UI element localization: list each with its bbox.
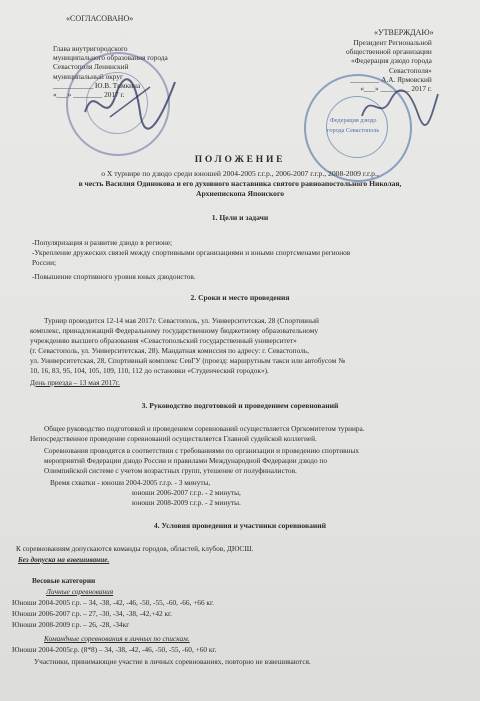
approval-left-line: муниципального образования города: [53, 53, 168, 63]
weight-category: Юноши 2008-2009 г.р. – 26, -28, -34кг: [12, 620, 130, 629]
bout-time: Время схватки - юноши 2004-2005 г.г.р. - 3 минуты,: [50, 478, 211, 487]
section-heading: 4. Условия проведения и участники соревнований: [153, 521, 327, 530]
section-heading: 1. Цели и задачи: [211, 213, 269, 222]
management-line: Общее руководство подготовкой и проведением соревнований осуществляется Оргкомитетом турнира.: [44, 424, 365, 433]
document-subtitle-line: Архиепископа Японского: [195, 189, 285, 198]
management-line: Непосредственное проведение соревнований осуществляется Главной судейской коллегией.: [30, 434, 317, 443]
approval-left-line: Севастополя Ленинский: [53, 62, 129, 72]
dates-line: Турнир проводится 12-14 мая 2017г. Севастополь, ул. Университетская, 28 (Спортивный: [44, 316, 319, 325]
dates-line: 10, 16, 83, 95, 104, 105, 109, 110, 112 до остановки «Студенческий городок»).: [30, 366, 269, 375]
goals-item: России;: [32, 258, 57, 267]
arrival-date: День приезда – 13 мая 2017г.: [30, 378, 120, 387]
approval-left-line: муниципальный округ: [53, 71, 123, 81]
bout-time: юноши 2006-2007 г.г.р. - 2 минуты,: [132, 488, 241, 497]
signature-left: [80, 72, 180, 132]
approval-right-line: общественной организации: [346, 47, 432, 57]
approval-left-line: ___________ Ю.В. Тимкина: [53, 80, 141, 90]
goals-item: -Укрепление дружеских связей между спортивными организациями и юными спортсменами регионов: [32, 248, 351, 257]
approval-right-title: «УТВЕРЖДАЮ»: [374, 28, 434, 37]
approval-left-line: Глава внутригородского: [53, 44, 128, 53]
management-line: Олимпийской системе с учетом возрастных групп, утешение от полуфиналистов.: [44, 466, 297, 475]
goals-item: -Популяризация и развитие дзюдо в регионе;: [32, 238, 173, 247]
approval-left-line: «___» ________ 2017 г.: [53, 90, 125, 100]
dates-line: комплекс, принадлежащий Федеральному государственному бюджетному образовательному: [30, 326, 318, 335]
bout-time: юноши 2008-2009 г.г.р. - 2 минуты.: [132, 498, 241, 507]
dates-line: учреждению высшего образования «Севастопольский государственный университет»: [30, 336, 297, 345]
dates-line: ул. Университетская, 28, Спортивный комплекс СевГУ (проезд: маршрутным такси или автобусом №: [30, 356, 346, 365]
team-weights: Юноши 2004-2005г.р. (8*8) – 34, -38, -42, -46, -50, -55, -60, +60 кг.: [12, 645, 217, 654]
weights-heading: Весовые категории: [32, 576, 96, 585]
document-subtitle-line: о X турнире по дзюдо среди юношей 2004-2005 г.г.р., 2006-2007 г.г.р., 2008-2009 г.г.р.,: [101, 169, 379, 178]
eligibility-line: К соревнованиям допускаются команды городов, областей, клубов, ДЮСШ.: [16, 544, 254, 553]
weight-category: Юноши 2004-2005 г.р. – 34, -38, -42, -46, -50, -55, -60, -66, +66 кг.: [12, 598, 214, 607]
dates-line: (г. Севастополь, ул. Университетская, 28). Мандатная комиссия по адресу: г. Севастополь,: [30, 346, 309, 355]
stamp-right-text: Федерация дзюдо: [330, 117, 377, 124]
signature-right: [360, 86, 440, 126]
approval-right-line: ________ А.А. Ярмовский: [350, 74, 432, 84]
approval-right-line: Президент Региональной: [353, 38, 432, 47]
document-title: ПОЛОЖЕНИЕ: [194, 155, 286, 165]
approval-right-line: Севастополя»: [388, 65, 432, 75]
goals-item: -Повышение спортивного уровня юных дзюдоистов.: [32, 272, 196, 281]
weight-category: Юноши 2006-2007 г.р. – 27, -30, -34, -38, -42,+42 кг.: [12, 609, 173, 618]
section-heading: 3. Руководство подготовкой и проведением соревнований: [141, 401, 339, 410]
document-subtitle-line: в честь Василия Одинокова и его духовного наставника святого равноапостольного Николая,: [78, 179, 402, 188]
approval-right-line: «Федерация дзюдо города: [351, 56, 432, 66]
management-line: Соревнования проводятся в соответствии с требованиями по организации и проведению спортивных: [44, 446, 360, 455]
weighin-note: Без допуска на взвешивание.: [18, 555, 110, 564]
section-heading: 2. Сроки и место проведения: [190, 293, 290, 302]
footer-line: Участники, принимающие участие в личных соревнованиях, повторно не взвешиваются.: [34, 657, 311, 666]
weights-subheading: Личные соревнования: [46, 587, 114, 596]
stamp-right-text-2: города Севастополь: [327, 127, 380, 134]
management-line: мероприятий Федерации дзюдо России и правилами Международной Федерации дзюдо по: [44, 456, 327, 465]
approval-left-title: «СОГЛАСОВАНО»: [66, 14, 134, 23]
team-heading: Командные соревнования в личных по спискам.: [44, 634, 190, 643]
approval-right-line: «___» ________ 2017 г.: [360, 84, 432, 94]
